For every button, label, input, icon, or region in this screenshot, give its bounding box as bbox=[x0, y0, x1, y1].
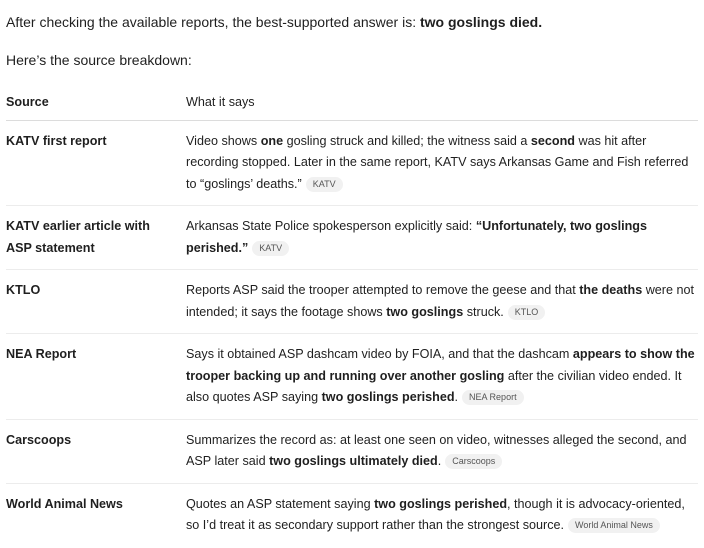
table-row bbox=[6, 270, 698, 334]
description-text: , though it is advocacy-oriented, so I’d treat it as secondary support rather than the strongest source. bbox=[186, 496, 685, 532]
description-text: Summarizes the record as: at least one seen on video, witnesses alleged the second, and ASP later said bbox=[186, 432, 687, 468]
source-name: KATV earlier article with ASP statement bbox=[6, 206, 186, 270]
description-text: . bbox=[437, 454, 442, 468]
source-name: World Animal News bbox=[6, 496, 123, 511]
source-description bbox=[186, 334, 698, 420]
description-text: were not intended; it says the footage shows bbox=[186, 283, 695, 319]
source-description bbox=[186, 206, 698, 270]
emphasis-text: two goslings perished bbox=[321, 390, 455, 404]
emphasis-text: the deaths bbox=[579, 283, 643, 297]
emphasis-text: second bbox=[530, 133, 575, 148]
emphasis-text: “Unfortunately, two goslings perished.” bbox=[186, 219, 647, 255]
table-row bbox=[6, 206, 698, 270]
table-row bbox=[6, 120, 698, 206]
header-what-it-says: What it says bbox=[186, 88, 698, 120]
emphasis-text: one bbox=[260, 133, 284, 148]
source-name: NEA Report bbox=[6, 334, 186, 420]
answer-paragraph bbox=[6, 12, 698, 32]
description-text: Arkansas State Police spokesperson explicitly said: bbox=[186, 219, 476, 233]
citation-badge[interactable]: KTLO bbox=[508, 305, 546, 320]
table-row bbox=[6, 334, 698, 420]
description-text: gosling struck and killed; the witness said a bbox=[283, 133, 531, 148]
emphasis-text: two goslings bbox=[386, 304, 464, 319]
description-text: . bbox=[454, 390, 459, 404]
description-text: Says it obtained ASP dashcam video by FOIA, and that the dashcam bbox=[186, 347, 573, 361]
source-description bbox=[186, 419, 698, 483]
emphasis-text: two goslings perished bbox=[374, 496, 508, 511]
description-text: struck. bbox=[463, 304, 504, 319]
table-row bbox=[6, 483, 698, 547]
source-description bbox=[186, 120, 698, 206]
description-text: Quotes an ASP statement saying bbox=[186, 496, 375, 511]
description-text: after the civilian video ended. It also quotes ASP saying bbox=[186, 368, 682, 404]
source-table bbox=[6, 88, 698, 547]
emphasis-text: two goslings ultimately died bbox=[269, 454, 438, 468]
citation-badge[interactable]: KATV bbox=[306, 177, 343, 192]
citation-badge[interactable]: World Animal News bbox=[568, 518, 660, 533]
header-source: Source bbox=[6, 88, 186, 120]
breakdown-intro: Here’s the source breakdown: bbox=[6, 52, 192, 68]
source-name: KATV first report bbox=[6, 120, 186, 206]
answer-prefix: After checking the available reports, the best-supported answer is: bbox=[6, 14, 420, 30]
citation-badge[interactable]: Carscoops bbox=[445, 454, 502, 469]
table-header-row bbox=[6, 88, 698, 120]
citation-badge[interactable]: NEA Report bbox=[462, 390, 524, 405]
source-description bbox=[186, 483, 698, 547]
answer-bold: two goslings died. bbox=[420, 14, 543, 30]
citation-badge[interactable]: KATV bbox=[252, 241, 289, 256]
description-text: Video shows bbox=[186, 133, 261, 148]
description-text: Reports ASP said the trooper attempted to remove the geese and that bbox=[186, 283, 580, 297]
source-description bbox=[186, 270, 698, 334]
emphasis-text: appears to show the trooper backing up and running over another gosling bbox=[186, 347, 695, 383]
source-name: Carscoops bbox=[6, 419, 186, 483]
description-text: was hit after recording stopped. Later in the same report, KATV says Arkansas Game and Fish referred to “goslings’ deaths.” bbox=[186, 133, 689, 191]
source-name: KTLO bbox=[6, 270, 186, 334]
table-row bbox=[6, 419, 698, 483]
table-body bbox=[6, 120, 698, 547]
